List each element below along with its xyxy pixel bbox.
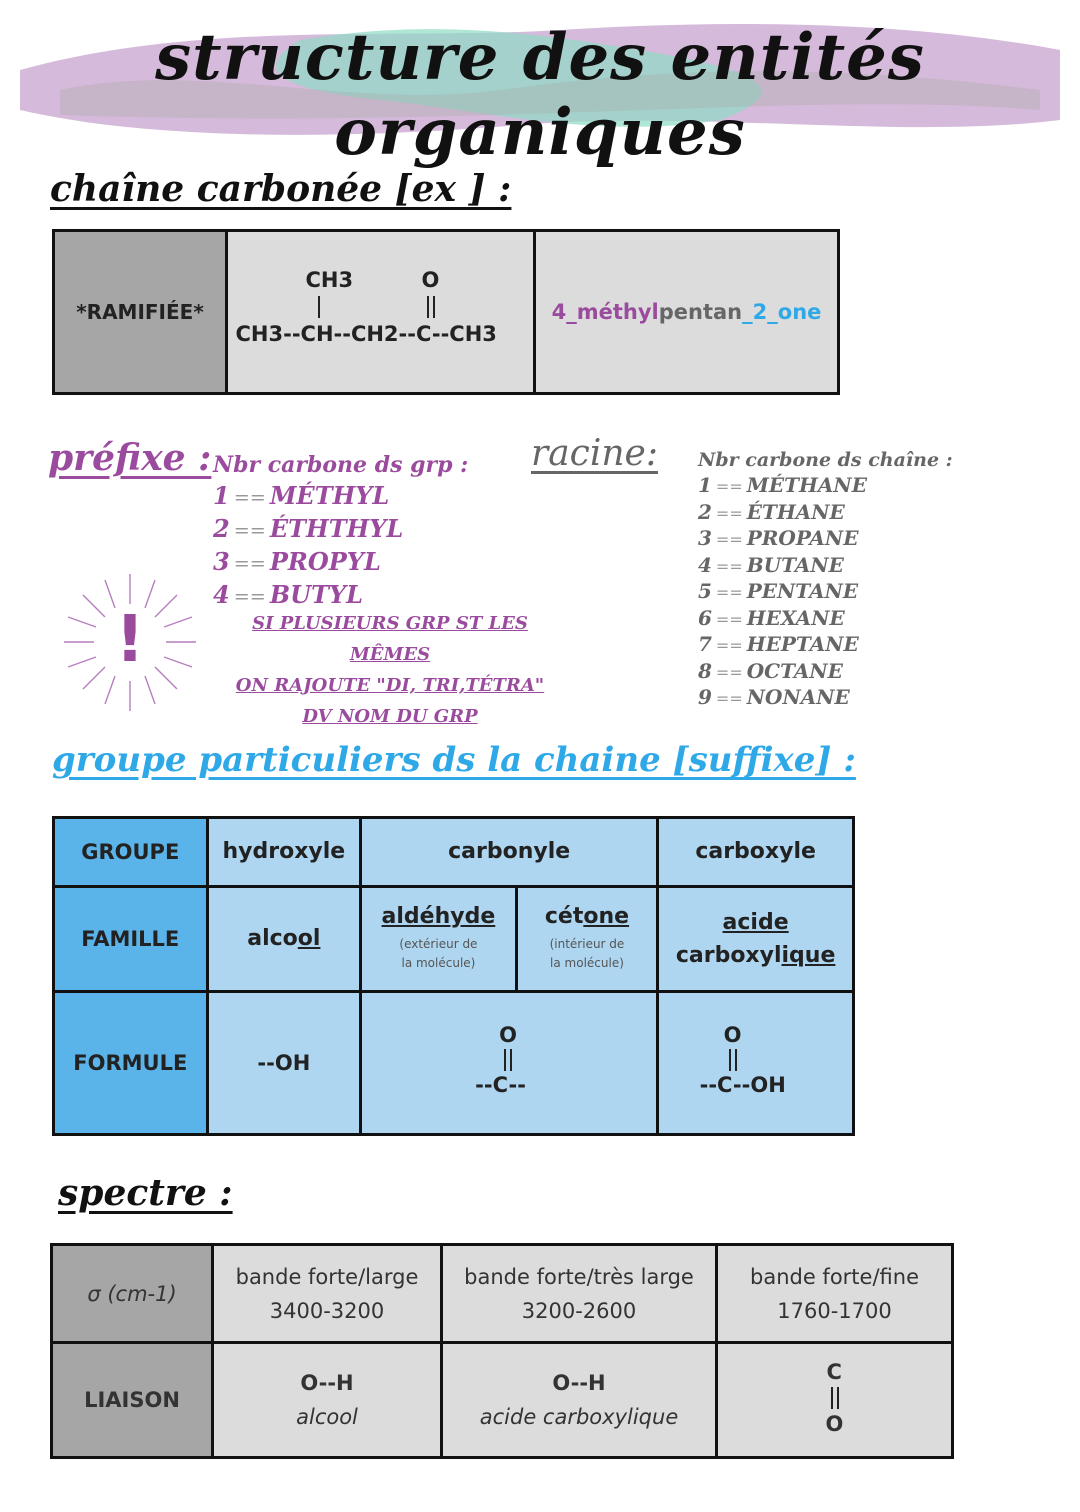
group-carboxyle: carboxyle — [658, 818, 854, 887]
racine-heading: racine: — [531, 433, 658, 474]
prefix-note-line: DV NOM DU GRP — [302, 706, 478, 727]
family-alcool: alcool — [207, 886, 361, 991]
group-hydroxyle: hydroxyle — [207, 818, 361, 887]
row-label-groupe: GROUPE — [54, 818, 208, 887]
name-part-locant: 4_ — [551, 300, 577, 324]
bond-3: C O — [717, 1343, 953, 1458]
chain-type-label: *RAMIFIÉE* — [76, 300, 204, 324]
racine-item: 2 == ÉTHANE — [698, 499, 845, 524]
prefix-item: 4 == BUTYL — [213, 580, 363, 609]
name-part-substituent: méthyl — [576, 300, 659, 324]
chain-formula-cell — [227, 231, 535, 394]
formula-carboxyle: O --C--OH — [658, 991, 854, 1134]
row-label-famille: FAMILLE — [54, 886, 208, 991]
prefix-note-line: SI PLUSIEURS GRP ST LES MÊMES — [252, 613, 528, 665]
formula-single-bond — [318, 296, 320, 318]
chain-name-cell — [535, 231, 839, 394]
family-acide-carboxylique: acide carboxylique — [658, 886, 854, 991]
formula-double-bond-b — [433, 296, 435, 318]
prefix-list — [213, 480, 403, 612]
page-title: structure des entités organiques — [155, 20, 925, 170]
bond-1: O--H alcool — [213, 1343, 442, 1458]
suffix-table — [52, 816, 855, 1136]
compound-name — [552, 300, 822, 324]
group-carbonyle: carbonyle — [361, 818, 658, 887]
prefix-heading: préfixe : — [48, 437, 212, 479]
racine-item: 7 == HEPTANE — [698, 632, 859, 656]
formula-double-bond-a — [427, 296, 429, 318]
family-cetone: cétone (intérieur de la molécule) — [516, 886, 658, 991]
formula-oxygen: O — [421, 268, 440, 292]
formula-hydroxyle: --OH — [207, 991, 361, 1134]
racine-item: 9 == NONANE — [698, 685, 850, 709]
racine-item: 8 == OCTANE — [698, 658, 843, 683]
prefix-item: 1 == MÉTHYL — [213, 481, 390, 510]
name-part-root: pentan — [658, 300, 743, 324]
chain-formula — [236, 262, 526, 362]
racine-list — [698, 473, 867, 712]
chain-table — [52, 229, 840, 395]
band-2: bande forte/très large 3200-2600 — [442, 1245, 717, 1343]
racine-item: 1 == MÉTHANE — [698, 473, 867, 497]
name-part-position: _2_ — [742, 300, 778, 324]
bond-2: O--H acide carboxylique — [442, 1343, 717, 1458]
prefix-note — [210, 608, 570, 732]
racine-title: Nbr carbone ds chaîne : — [698, 449, 953, 471]
racine-item: 6 == HEXANE — [698, 605, 845, 630]
racine-item: 5 == PENTANE — [698, 579, 859, 603]
prefix-note-line: ON RAJOUTE "DI, TRI,TÉTRA" — [235, 675, 545, 696]
prefix-title: Nbr carbone ds grp : — [213, 452, 469, 478]
racine-item: 4 == BUTANE — [698, 552, 844, 577]
chain-type-cell — [54, 231, 227, 394]
family-aldehyde: aldéhyde (extérieur de la molécule) — [361, 886, 517, 991]
formula-branch-ch3: CH3 — [305, 268, 354, 292]
prefix-item: 2 == ÉTHTHYL — [213, 514, 404, 543]
band-1: bande forte/large 3400-3200 — [213, 1245, 442, 1343]
spectre-heading: spectre : — [58, 1172, 233, 1214]
formula-carbonyle: O --C-- — [361, 991, 658, 1134]
prefix-item: 3 == PROPYL — [213, 547, 381, 576]
warning-exclamation: ! — [115, 603, 145, 677]
name-part-suffix: one — [777, 300, 822, 324]
row-label-liaison: LIAISON — [52, 1343, 213, 1458]
chain-heading: chaîne carbonée [ex ] : — [50, 168, 512, 210]
suffix-heading: groupe particuliers ds la chaine [suffixe] : — [52, 740, 856, 780]
band-3: bande forte/fine 1760-1700 — [717, 1245, 953, 1343]
racine-item: 3 == PROPANE — [698, 526, 859, 550]
row-label-sigma: σ (cm-1) — [52, 1245, 213, 1343]
spectre-table — [50, 1243, 954, 1459]
formula-main-chain: CH3--CH--CH2--C--CH3 — [235, 322, 497, 346]
row-label-formule: FORMULE — [54, 991, 208, 1134]
